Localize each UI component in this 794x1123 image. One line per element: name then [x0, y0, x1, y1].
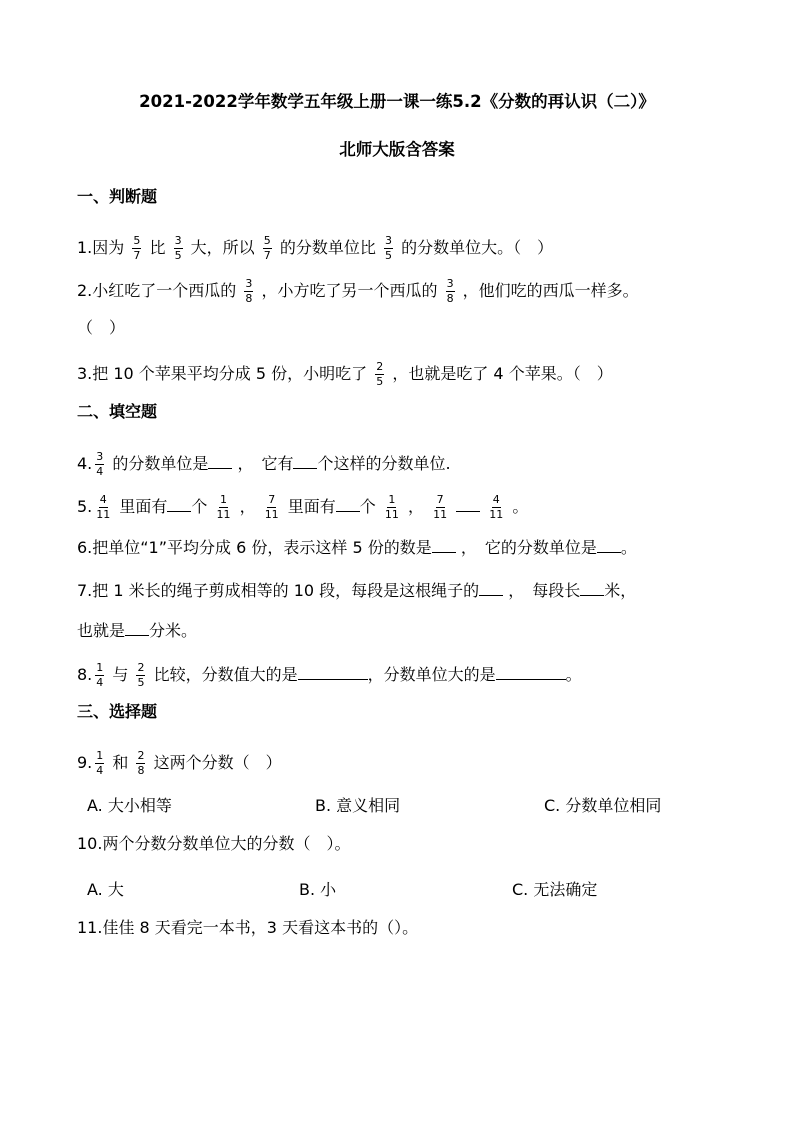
q9-text: 这两个分数（ ）: [153, 753, 282, 772]
fraction: $\frac{3}{8}$: [446, 277, 454, 305]
answer-blank[interactable]: [298, 664, 368, 680]
q10-option-b[interactable]: B. 小: [299, 880, 337, 899]
question-5: [77, 494, 528, 521]
answer-blank[interactable]: [479, 580, 503, 596]
q5-text: ，: [408, 497, 425, 516]
q7-text: 也就是: [77, 621, 126, 640]
document-subtitle: 北师大版含答案: [339, 140, 455, 159]
fraction: $\frac{4}{11}$: [489, 493, 504, 521]
q8-text: 。: [565, 665, 582, 684]
q8-text: 与: [112, 665, 129, 684]
q4-text: 的分数单位是: [112, 454, 209, 473]
q1-text: 大，所以: [190, 238, 255, 257]
fraction: $\frac{1}{11}$: [384, 493, 399, 521]
fraction: $\frac{7}{11}$: [433, 493, 448, 521]
answer-blank[interactable]: [336, 496, 360, 512]
answer-blank[interactable]: [496, 664, 566, 680]
q6-text: ， 它的分数单位是: [460, 538, 597, 557]
answer-blank[interactable]: [580, 580, 604, 596]
question-6: [77, 537, 637, 558]
q9-option-c[interactable]: C. 分数单位相同: [544, 796, 662, 815]
answer-blank[interactable]: [208, 453, 232, 469]
q10-option-a[interactable]: A. 大: [87, 880, 124, 899]
question-4: [77, 451, 451, 478]
q1-text: 1.因为: [77, 238, 125, 257]
q3-text: ，也就是吃了 4 个苹果。（ ）: [392, 364, 613, 383]
answer-blank[interactable]: [167, 496, 191, 512]
q4-text: 个这样的分数单位.: [317, 454, 451, 473]
section-heading-choice: 三、选择题: [77, 702, 158, 721]
fraction: $\frac{2}{5}$: [376, 360, 384, 388]
q9-text: 9.: [77, 753, 93, 772]
fraction: $\frac{5}{7}$: [133, 234, 141, 262]
fraction: $\frac{5}{7}$: [263, 234, 271, 262]
fraction: $\frac{4}{11}$: [96, 493, 111, 521]
q1-text: 的分数单位比: [279, 238, 376, 257]
question-2-answer-paren: （ ）: [77, 318, 126, 337]
q7-text: 分米。: [149, 621, 198, 640]
section-heading-judgment: 一、判断题: [77, 187, 158, 206]
q6-text: 6.把单位“1”平均分成 6 份，表示这样 5 份的数是: [77, 538, 432, 557]
fraction: $\frac{7}{11}$: [264, 493, 279, 521]
q2-text: 2.小红吃了一个西瓜的: [77, 281, 237, 300]
q2-text: ，他们吃的西瓜一样多。: [462, 281, 639, 300]
q8-text: ，分数单位大的是: [367, 665, 496, 684]
q5-text: 5.: [77, 497, 93, 516]
question-1: [77, 235, 553, 262]
q8-text: 比较，分数值大的是: [153, 665, 298, 684]
answer-blank[interactable]: [597, 537, 621, 553]
question-8: [77, 662, 582, 689]
q1-text: 的分数单位大。（ ）: [401, 238, 554, 257]
fraction: $\frac{2}{8}$: [137, 749, 145, 777]
document-title: 2021-2022学年数学五年级上册一课一练5.2《分数的再认识（二）》: [139, 92, 655, 111]
answer-blank[interactable]: [293, 453, 317, 469]
question-10: 10.两个分数分数单位大的分数（ ）。: [77, 834, 351, 853]
question-2: [77, 278, 639, 305]
q1-text: 比: [149, 238, 166, 257]
q9-option-a[interactable]: A. 大小相等: [87, 796, 172, 815]
fraction: $\frac{1}{4}$: [96, 749, 104, 777]
q3-text: 3.把 10 个苹果平均分成 5 份，小明吃了: [77, 364, 368, 383]
fraction: $\frac{1}{11}$: [216, 493, 231, 521]
q9-option-b[interactable]: B. 意义相同: [315, 796, 401, 815]
q5-text: 个: [191, 497, 208, 516]
answer-blank[interactable]: [432, 537, 456, 553]
question-11: 11.佳佳 8 天看完一本书，3 天看这本书的（）。: [77, 918, 419, 937]
q5-text: 里面有: [119, 497, 168, 516]
q4-text: 4.: [77, 454, 93, 473]
q4-text: ， 它有: [237, 454, 294, 473]
fraction: $\frac{3}{5}$: [384, 234, 392, 262]
fraction: $\frac{3}{5}$: [174, 234, 182, 262]
fraction: $\frac{2}{5}$: [137, 661, 145, 689]
answer-blank[interactable]: [125, 620, 149, 636]
question-7: [77, 580, 636, 601]
q7-text: ， 每段长: [508, 581, 581, 600]
q7-text: 7.把 1 米长的绳子剪成相等的 10 段，每段是这根绳子的: [77, 581, 480, 600]
q10-option-c[interactable]: C. 无法确定: [512, 880, 598, 899]
fraction: $\frac{1}{4}$: [96, 661, 104, 689]
q8-text: 8.: [77, 665, 93, 684]
q5-text: ，: [239, 497, 256, 516]
q7-text: 米，: [604, 581, 637, 600]
fraction: $\frac{3}{8}$: [245, 277, 253, 305]
q2-text: ，小方吃了另一个西瓜的: [261, 281, 438, 300]
q5-text: 。: [512, 497, 529, 516]
question-7-continued: [77, 620, 197, 641]
question-3: [77, 361, 613, 388]
compare-blank[interactable]: [456, 496, 480, 512]
fraction: $\frac{3}{4}$: [96, 450, 104, 478]
q9-text: 和: [112, 753, 129, 772]
q6-text: 。: [620, 538, 637, 557]
q5-text: 个: [359, 497, 376, 516]
section-heading-fill-blank: 二、填空题: [77, 402, 158, 421]
question-9: [77, 750, 282, 777]
q5-text: 里面有: [287, 497, 336, 516]
